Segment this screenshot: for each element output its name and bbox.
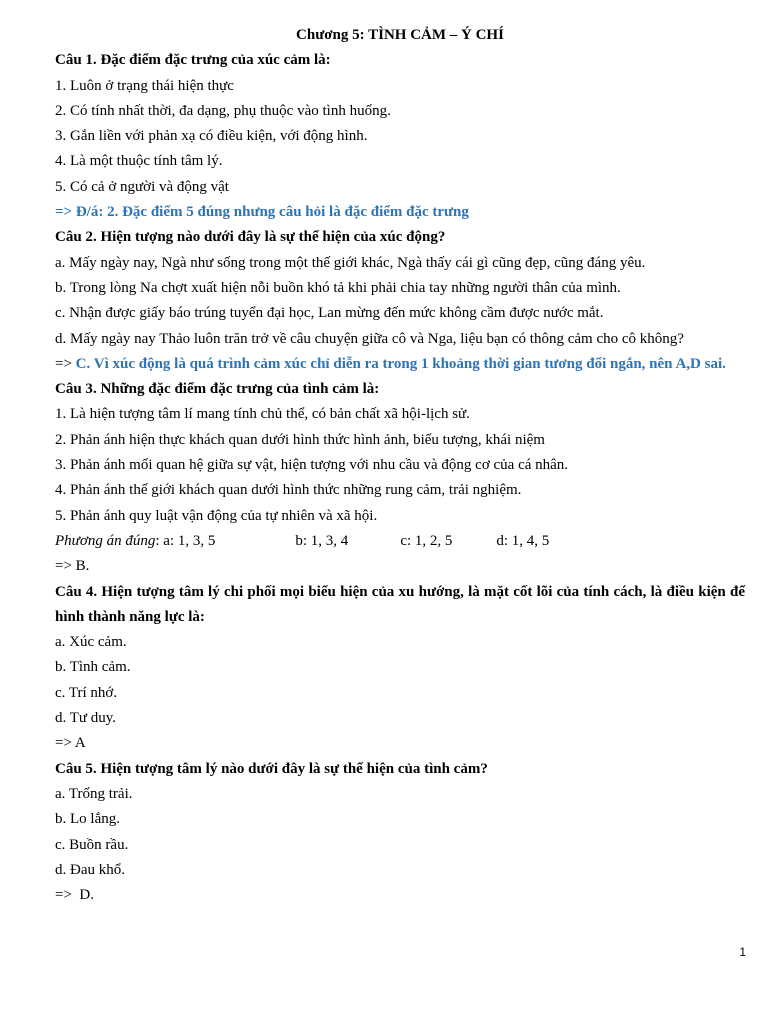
q3-item-1: 1. Là hiện tượng tâm lí mang tính chủ thể, có bản chất xã hội-lịch sử. (55, 406, 470, 423)
question-2-text: . Hiện tượng nào dưới đây là sự thể hiện của xúc động? (92, 229, 446, 246)
q5-item-b: b. Lo lắng. (55, 811, 120, 828)
page-title: Chương 5: TÌNH CẢM – Ý CHÍ (296, 27, 504, 43)
q3-option-c: c: 1, 2, 5 (400, 532, 453, 549)
q5-answer: => D. (55, 887, 95, 904)
question-4-label: Câu 4. (55, 583, 98, 600)
question-4-text: Hiện tượng tâm lý chi phối mọi biểu hiện của xu hướng, là mặt cốt lõi của tính cách, là điều kiện để hình thành năng lực là: (55, 583, 745, 625)
q2-answer-text: C. Vì xúc động là quá trình cảm xúc chỉ diễn ra trong 1 khoảng thời gian tương đối ngắn, nên A,D sai. (75, 355, 726, 372)
q2-item-a: a. Mấy ngày nay, Ngà như sống trong một thế giới khác, Ngà thấy cái gì cũng đẹp, cũng đáng yêu. (55, 254, 646, 271)
q1-item-1: 1. Luôn ở trạng thái hiện thực (55, 77, 234, 94)
q3-item-3: 3. Phản ánh mối quan hệ giữa sự vật, hiện tượng với nhu cầu và động cơ của cá nhân. (55, 457, 569, 474)
question-1 (55, 48, 745, 73)
q1-item-3: 3. Gắn liền với phản xạ có điều kiện, với động hình. (55, 128, 368, 145)
question-2 (55, 225, 745, 250)
question-3-label: Câu 3 (55, 381, 93, 398)
page-number: 1 (739, 945, 746, 959)
q3-option-d: d: 1, 4, 5 (496, 532, 550, 549)
document-page (55, 23, 745, 908)
q2-item-d: d. Mấy ngày nay Thảo luôn trăn trở về câu chuyện giữa cô và Nga, liệu bạn có thông cảm cho cô không? (55, 330, 684, 347)
q1-item-4: 4. Là một thuộc tính tâm lý. (55, 153, 223, 170)
q3-answer: => B. (55, 558, 90, 575)
question-5-label: Câu 5. (55, 760, 97, 777)
q1-item-2: 2. Có tính nhất thời, đa dạng, phụ thuộc vào tình huống. (55, 102, 391, 119)
question-3-text: . Những đặc điểm đặc trưng của tình cảm là: (92, 381, 380, 398)
q3-item-2: 2. Phản ánh hiện thực khách quan dưới hình thức hình ảnh, biểu tượng, khái niệm (55, 431, 545, 448)
question-5 (55, 757, 745, 782)
q3-option-a: : a: 1, 3, 5 (155, 532, 216, 549)
question-2-label: Câu 2 (55, 229, 93, 246)
q1-item-5: 5. Có cả ở người và động vật (55, 178, 229, 195)
q5-item-c: c. Buồn rầu. (55, 836, 129, 853)
q4-item-d: d. Tư duy. (55, 710, 117, 727)
q5-item-d: d. Đau khổ. (55, 861, 125, 878)
q2-item-c: c. Nhận được giấy báo trúng tuyển đại học, Lan mừng đến mức không cầm được nước mắt. (55, 305, 604, 322)
q2-item-b: b. Trong lòng Na chợt xuất hiện nỗi buồn khó tả khi phải chia tay những người thân của mình. (55, 279, 621, 296)
question-5-text: Hiện tượng tâm lý nào dưới đây là sự thể hiện của tình cảm? (96, 760, 488, 777)
q2-answer-prefix: => (55, 355, 76, 372)
q4-answer: => A (55, 735, 86, 752)
q3-item-4: 4. Phản ánh thế giới khách quan dưới hình thức những rung cảm, trải nghiệm. (55, 482, 522, 499)
q1-answer: => Đ/á: 2. Đặc điểm 5 đúng nhưng câu hỏi là đặc điểm đặc trưng (55, 204, 469, 221)
q3-options (55, 529, 745, 554)
q2-answer (55, 352, 745, 377)
q3-option-b: b: 1, 3, 4 (295, 532, 349, 549)
question-1-text: Đặc điểm đặc trưng của xúc cảm là: (96, 52, 331, 69)
q4-item-a: a. Xúc cảm. (55, 634, 127, 651)
q4-item-c: c. Trí nhớ. (55, 684, 118, 701)
question-1-label: Câu 1. (55, 52, 97, 69)
q3-options-label: Phương án đúng (55, 532, 156, 549)
q4-item-b: b. Tình cảm. (55, 659, 131, 676)
q3-item-5: 5. Phản ánh quy luật vận động của tự nhiên và xã hội. (55, 507, 378, 524)
question-4 (55, 580, 745, 631)
question-3 (55, 377, 745, 402)
q5-item-a: a. Trống trải. (55, 785, 133, 802)
